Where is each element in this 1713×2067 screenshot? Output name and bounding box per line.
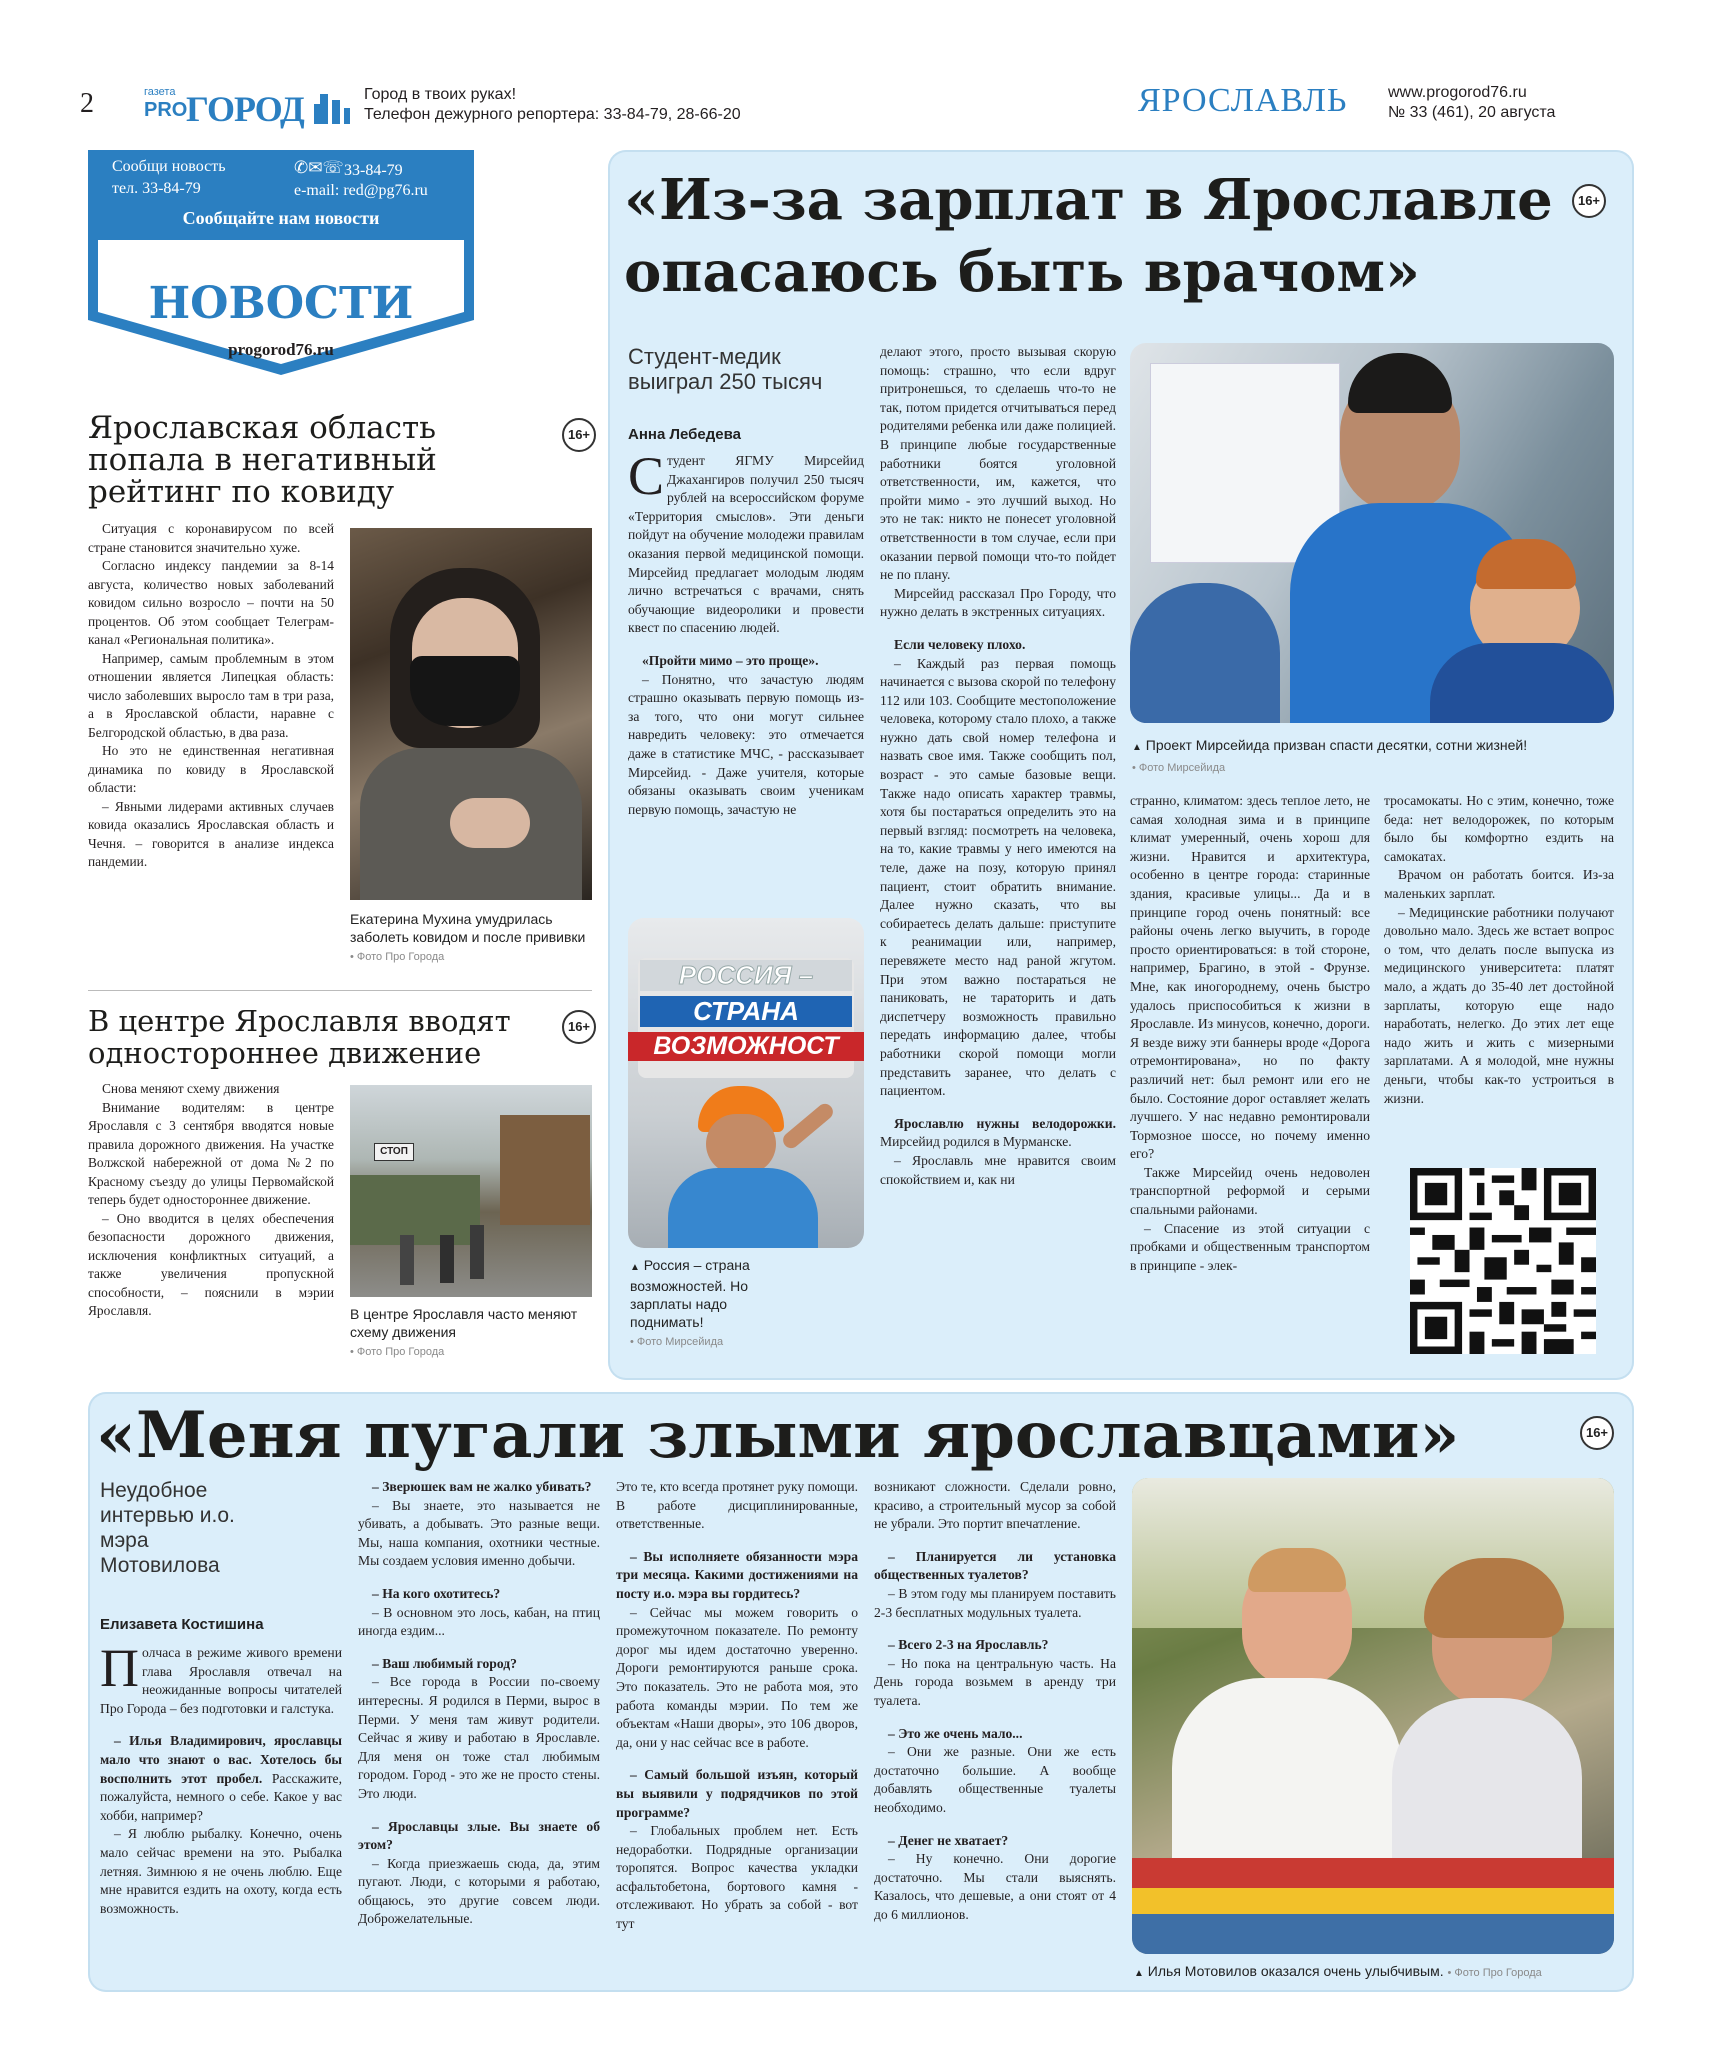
caption-pointer-icon: ▲ xyxy=(630,1262,640,1273)
banner-line1: Сообщи новость xyxy=(112,158,226,175)
banner-line2: тел. 33-84-79 xyxy=(112,180,201,197)
story4-author: Елизавета Костишина xyxy=(100,1616,264,1633)
story4-q3: – На кого охотитесь? xyxy=(372,1585,501,1601)
story3-col2 xyxy=(880,343,1116,1189)
story3-quote1: «Пройти мимо – это проще». xyxy=(642,652,819,668)
story3-small-credit: • Фото Мирсейида xyxy=(630,1336,724,1348)
city-skyline-icon xyxy=(310,86,354,126)
story4-a3: – В основном это лось, кабан, на птиц иногда ездим... xyxy=(358,1604,600,1639)
story2-p1: Снова меняют схему движения xyxy=(102,1081,280,1096)
story4-q9: – Всего 2-3 на Ярославль? xyxy=(888,1637,1049,1653)
slogan: Город в твоих руках! xyxy=(364,86,517,103)
story4-photo-credit: • Фото Про Города xyxy=(1447,1967,1542,1979)
story4-a10: – Они же разные. Они же есть достаточно большие. А вообще добавлять общественные туалеты необходимо. xyxy=(874,1744,1116,1815)
page-number: 2 xyxy=(80,88,94,119)
story4-photo-caption xyxy=(1134,1962,1614,1983)
story3-col2-p2: Мирсейид рассказал Про Городу, что нужно делать в экстренных ситуациях. xyxy=(880,585,1116,620)
story3-col1 xyxy=(628,446,864,819)
story4-col3 xyxy=(616,1478,858,1934)
story3-small-caption-text: Россия – страна возможностей. Но зарплаты надо поднимать! xyxy=(630,1257,750,1330)
story2-p2: Внимание водителям: в центре Ярославля с 3 сентября вводятся новые правила дорожного движения. На участке Волжской набережной от дома №2 по Красному съезду до улицы Первомайской теперь будет одностороннее движение. xyxy=(88,1099,334,1207)
story4-subtitle: Неудобное интервью и.о. мэра Мотовилова xyxy=(100,1479,235,1577)
story3-col2-p4: Мирсейид родился в Мурманске. xyxy=(880,1134,1072,1150)
story3-photo-caption xyxy=(1132,736,1612,777)
story4-a7: – Глобальных проблем нет. Есть недоработки. Подрядные организации торопятся. Вопрос качества укладки асфальтобетона, бортового камня - отслеживают. Но убрать за собой - вот тут xyxy=(616,1823,858,1932)
story4-a1: – Я люблю рыбалку. Конечно, очень мало сейчас времени на это. Рыбалка летняя. Зимнюю я не очень люблю. Еще мне нравится ездить на охоту, когда есть возможность. xyxy=(100,1826,342,1916)
banner-site: progorod76.ru xyxy=(228,340,334,359)
story3-lead: тудент ЯГМУ Мирсейид Джахангиров получил 250 тысяч рублей на всероссийском форуме «Территория смыслов». Эти деньги пойдут на обучение молодежи правилам оказания первой медицинской помощи. Мирсейид предлагает молодым людям лично встречаться с врачами, снять обучающие видеоролики и провести квест по спасению людей. xyxy=(628,453,864,636)
story1-headline: Ярославская область попала в негативный рейтинг по ковиду xyxy=(88,410,437,510)
story3-subhead2: Если человеку плохо. xyxy=(894,636,1026,652)
story4-q11: – Денег не хватает? xyxy=(888,1832,1009,1848)
website: www.progorod76.ru xyxy=(1388,84,1527,101)
story3-photo-credit: • Фото Мирсейида xyxy=(1132,762,1226,774)
story4-q2: – Зверюшек вам не жалко убивать? xyxy=(372,1479,592,1494)
story2-age-rating: 16+ xyxy=(562,1010,596,1044)
story4-q10: – Это же очень мало... xyxy=(888,1725,1023,1741)
logo-pro: PRO xyxy=(144,99,188,121)
story3-col4-p2: Врачом он работать боится. Из-за маленьких зарплат. xyxy=(1384,867,1614,901)
story1-p2: Согласно индексу пандемии за 8-14 августа, количество новых заболеваний ковидом сильно возросло – почти на 50 процентов. Об этом сообщает Телеграм-канал «Региональная политика». xyxy=(88,558,334,647)
sign-line1: РОССИЯ – xyxy=(640,960,852,991)
story3-col4-p3: – Медицинские работники получают довольно мало. Здесь же встает вопрос о том, что делать после выпуска из медицинского университета: платят мало, а ждать до 35-40 лет достойной зарплаты, которую еще надо наработать, нелегко. До этих лет еще надо жить и жить с мизерными зарплатами. А я молодой, мне нужны деньги, чтобы как-то устроиться в жизни. xyxy=(1384,904,1614,1106)
story3-col3 xyxy=(1130,792,1370,1275)
story4-a8: – В этом году мы планируем поставить 2-3 бесплатных модульных туалета. xyxy=(874,1585,1116,1620)
sign-line2: СТРАНА xyxy=(640,996,852,1027)
story4-q7: – Самый большой изъян, который вы выявили у подрядчиков по этой программе? xyxy=(616,1767,858,1820)
story3-small-photo xyxy=(628,918,864,1248)
story3-col2-p3: – Каждый раз первая помощь начинается с вызова скорой по телефону 112 или 103. Сообщите местоположение человека, которому стало плохо, а также нужно дать свой номер телефона и назвать свое имя. Также сообщить пол, возраст - это самые базовые вещи. Также надо описать характер травмы, хотя бы постараться определить это на первый взгляд: посмотреть на человека, на то, какие травмы у него имеются на теле, даже на позу, которую принял пациент, стоит обратить внимание. Далее нужно сказать, что вы собираетесь делать дальше: приступите к реанимации или, например, перевяжете место над раной жгутом. При этом важно постараться не паниковать, не тараторить и дать диспетчеру возможность правильно передать информацию далее, чтобы работники скорой помощи могли представить заранее, что делать с пациентом. xyxy=(880,655,1116,1099)
city-name: ЯРОСЛАВЛЬ xyxy=(1138,82,1348,119)
story3-main-photo xyxy=(1130,343,1614,723)
story4-a6: – Сейчас мы можем говорить о промежуточном показателе. По ремонту дорог мы идем достаточно уверенно. Дороги ремонтируются раньше срока. Это показатель. Это не работа моя, это работа команды мэрии. По тем же объектам «Наши дворы», это 106 дворов, да, они у нас сейчас все в работе. xyxy=(616,1604,858,1750)
story1-caption-text: Екатерина Мухина умудрилась заболеть ковидом и после прививки xyxy=(350,911,586,945)
story4-a11: – Ну конечно. Они дорогие достаточно. Мы стали выяснять. Казалось, что дешевые, а они стоят от 4 до 6 миллионов. xyxy=(874,1851,1116,1922)
story4-a2: – Вы знаете, это называется не убивать, а добывать. Это разные вещи. Мы, наша компания, охотники честные. Мы создаем условия именно добычи. xyxy=(358,1497,600,1569)
story2-caption-text: В центре Ярославля часто меняют схему движения xyxy=(350,1306,578,1340)
story3-subtitle: Студент-медик выиграл 250 тысяч xyxy=(628,344,823,394)
story2-body xyxy=(88,1080,334,1321)
story4-q6: – Вы исполняете обязанности мэра три месяца. Какими достижениями на посту и.о. мэра вы гордитесь? xyxy=(616,1548,858,1601)
story4-q5: – Ярославцы злые. Вы знаете об этом? xyxy=(358,1818,600,1853)
story3-col1-p2: – Понятно, что зачастую людям страшно оказывать первую помощь из-за того, что они могут сильнее навредить человеку: это отмечается даже в статистике МЧС, - рассказывает Мирсейид. - Даже учителя, которые обязаны оказывать своим ученикам первую помощь, зачастую не xyxy=(628,671,864,817)
page-header xyxy=(0,0,1713,140)
story1-p4: Но это не единственная негативная динамика по ковиду в Ярославской области: xyxy=(88,743,334,795)
story4-photo xyxy=(1132,1478,1614,1954)
story3-dropcap: С xyxy=(628,446,665,506)
story4-dropcap: П xyxy=(100,1638,139,1698)
story2-p3: – Оно вводится в целях обеспечения безопасности дорожного движения, исключения конфликтных ситуаций, а также увеличения пропускной способности, – пояснили в мэрии Ярославля. xyxy=(88,1210,334,1318)
story1-body xyxy=(88,520,334,872)
story3-col3-p2: Также Мирсейид очень недоволен транспортной реформой и серыми спальными районами. xyxy=(1130,1164,1370,1218)
news-banner xyxy=(88,150,474,375)
story2-photo xyxy=(350,1085,592,1297)
story4-q8: – Планируется ли установка общественных туалетов? xyxy=(874,1548,1116,1583)
story4-age-rating: 16+ xyxy=(1580,1416,1614,1450)
qr-code-icon[interactable] xyxy=(1410,1168,1596,1354)
story4-col2 xyxy=(358,1478,600,1929)
story3-col2-p1: делают этого, просто вызывая скорую помощь: страшно, что если вдруг притронешься, то сделаешь что-то не так, потом придется отчитываться перед родителями ребенка или даже полицией. В принципе любые государственные работники боятся уголовной ответственности, им, кажется, что пройти мимо - это лучший выход. Но это не так: никто не понесет уголовной ответственности в том случае, если при оказании первой помощи что-то пойдет не по плану. xyxy=(880,344,1116,583)
story2-caption xyxy=(350,1305,592,1361)
banner-email: e-mail: red@pg76.ru xyxy=(294,182,428,199)
story4-q1: – Илья Владимирович, ярославцы мало что знают о вас. Хотелось бы восполнить этот пробел. xyxy=(100,1733,342,1786)
story4-col3-p1: Это те, кто всегда протянет руку помощи. В работе дисциплинированные, ответственные. xyxy=(616,1479,858,1532)
story4-q4: – Ваш любимый город? xyxy=(372,1655,517,1671)
sign-line3: ВОЗМОЖНОСТ xyxy=(628,1032,864,1061)
story4-col1 xyxy=(100,1638,342,1918)
story3-headline: «Из-за зарплат в Ярославле опасаюсь быть врачом» xyxy=(624,167,1553,305)
story4-a4: – Все города в России по-своему интересны. Я родился в Перми, вырос в Перми. У меня там живут родители. Сейчас я живу и работаю в Ярославле. Для меня он тоже стал любимым городом. Город - это же не просто стены. Это люди. xyxy=(358,1674,600,1801)
issue-number: № 33 (461), 20 августа xyxy=(1388,104,1556,121)
story4-a9: – Но пока на центральную часть. На День города возьмем в аренду три туалета. xyxy=(874,1655,1116,1708)
story2-photo-credit: • Фото Про Города xyxy=(350,1346,445,1358)
story1-age-rating: 16+ xyxy=(562,418,596,452)
caption-pointer-icon: ▲ xyxy=(1132,742,1142,753)
story4-col4 xyxy=(874,1478,1116,1924)
story1-p5: – Явными лидерами активных случаев ковида оказались Ярославская область и Чечня. – говорится в анализе индекса пандемии. xyxy=(88,798,334,869)
story4-intro: олчаса в режиме живого времени глава Ярославля отвечал на неожиданные вопросы читателей Про Города – без подготовки и галстука. xyxy=(100,1645,342,1716)
story3-small-caption xyxy=(630,1256,800,1351)
story3-col2-p5: – Ярославль мне нравится своим спокойствием и, как ни xyxy=(880,1152,1116,1187)
story2-headline: В центре Ярославля вводят одностороннее движение xyxy=(88,1004,511,1070)
story3-col4-p1: тросамокаты. Но с этим, конечно, тоже беда: нет велодорожек, по которым было бы комфортно ездить на самокатах. xyxy=(1384,793,1614,864)
story1-photo-credit: • Фото Про Города xyxy=(350,951,445,963)
story3-col4 xyxy=(1384,792,1614,1108)
story1-photo xyxy=(350,528,592,900)
reporter-phone: Телефон дежурного репортера: 33-84-79, 28-66-20 xyxy=(364,106,741,123)
story3-col3-p3: – Спасение из этой ситуации с пробками и общественным транспортом в принципе - элек- xyxy=(1130,1220,1370,1273)
banner-phone: 33-84-79 xyxy=(344,162,403,179)
caption-pointer-icon: ▲ xyxy=(1134,1968,1144,1979)
banner-tagline: Сообщайте нам новости xyxy=(182,208,380,228)
story3-subhead3: Ярославлю нужны велодорожки. xyxy=(894,1115,1116,1131)
stop-sign: СТОП xyxy=(374,1143,414,1161)
messenger-icons: ✆✉☏ xyxy=(294,158,344,177)
story1-p1: Ситуация с коронавирусом по всей стране становится значительно хуже. xyxy=(88,521,334,555)
story4-a5: – Когда приезжаешь сюда, да, этим пугают. Люди, с которыми я работаю, общаюсь, это другие совсем люди. Доброжелательные. xyxy=(358,1855,600,1927)
logo-main: ГОРОД xyxy=(186,89,304,129)
banner-title: НОВОСТИ xyxy=(148,278,414,329)
story4-photo-caption-text: Илья Мотовилов оказался очень улыбчивым. xyxy=(1147,1963,1444,1979)
logo-top: газета xyxy=(144,86,176,98)
story3-col3-p1: странно, климатом: здесь теплое лето, не самая холодная зима и в принципе климат умеренный, очень хорош для жизни. Нравится и архитектура, особенно в центре города: старинные здания, красивые улицы... Да и в принципе город очень понятный: все районы очень легко выучить, в городе просто ориентироваться: в той стороне, например, Брагино, в этой - Фрунзе. Мне, как иногороднему, очень быстро удалось приспособиться к жизни в Ярославле. Из минусов, конечно, дороги. Я везде вижу эти баннеры вроде «Дорога отремонтирована», но по факту различий нет: был ремонт или его не было. Состояние дорог оставляет желать лучшего. У нас недавно ремонтировали Тормозное шоссе, но почему именно его? xyxy=(1130,793,1370,1162)
story4-q1-tail: Расскажите, пожалуйста, немного о себе. Какое у вас хобби, например? xyxy=(100,1770,342,1823)
logo xyxy=(142,86,356,128)
story3-photo-caption-text: Проект Мирсейида призван спасти десятки, сотни жизней! xyxy=(1145,737,1528,753)
divider xyxy=(88,990,592,991)
story1-p3: Например, самым проблемным в этом отношении является Липецкая область: число заболевших выросло там в три раза, а в Ярославской области, наравне с Белгородской областью, в два раза. xyxy=(88,650,334,740)
story4-col4-p1: возникают сложности. Сделали ровно, красиво, а строительный мусор за собой не убрали. Это портит впечатление. xyxy=(874,1479,1116,1532)
story3-age-rating: 16+ xyxy=(1572,184,1606,218)
story4-headline: «Меня пугали злыми ярославцами» xyxy=(96,1398,1460,1473)
story3-author: Анна Лебедева xyxy=(628,426,741,443)
story1-caption xyxy=(350,910,592,966)
